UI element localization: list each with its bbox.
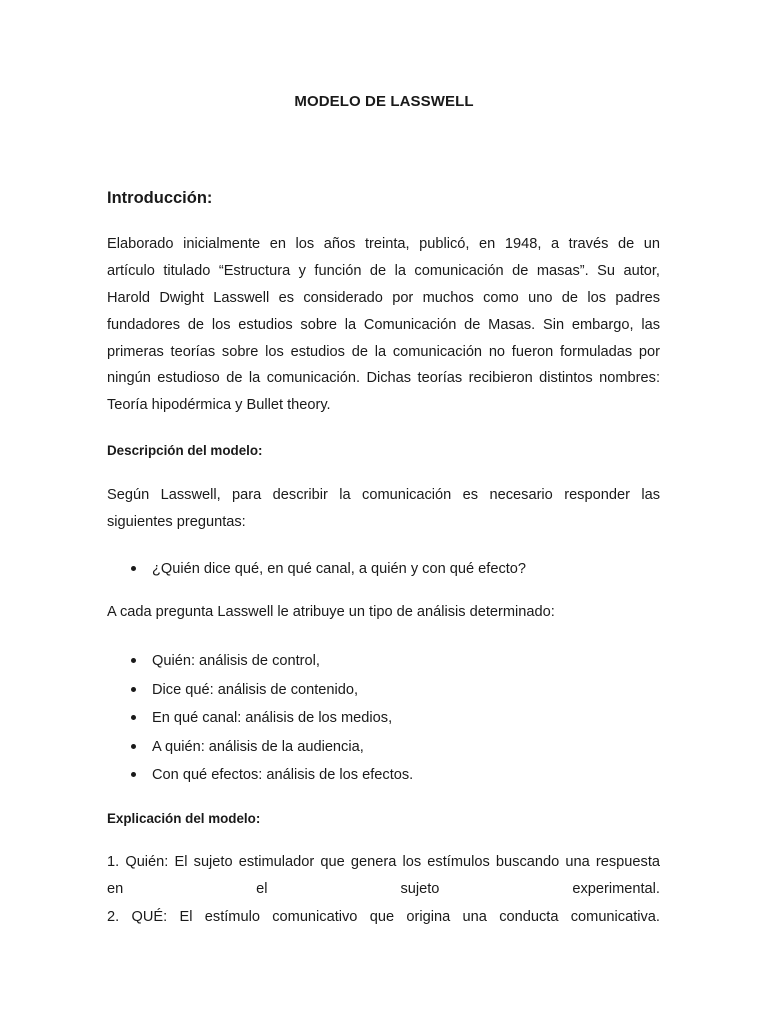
word: origina — [406, 909, 451, 925]
word: El — [179, 909, 193, 925]
word: estímulo — [204, 909, 260, 925]
intro-line: artículo titulado “Estructura y función de la comunicación de masas”. Su autor, — [107, 262, 660, 279]
intro-line: Elaborado inicialmente en los años treinta, publicó, en 1948, a través de un — [107, 236, 660, 252]
explanation-heading: Explicación del modelo: — [107, 811, 261, 826]
analysis-bullet: Quién: análisis de control, — [107, 651, 413, 680]
analysis-bullet: A quién: análisis de la audiencia, — [107, 737, 413, 766]
intro-line: ningún estudioso de la comunicación. Dichas teorías recibieron distintos nombres: — [107, 370, 660, 387]
explanation-line-3 — [107, 909, 660, 925]
intro-paragraph — [107, 231, 660, 419]
word: que — [369, 909, 395, 925]
intro-heading: Introducción: — [107, 189, 213, 207]
intro-line: Teoría hipodérmica y Bullet theory. — [107, 397, 331, 414]
word: una — [462, 909, 487, 925]
description-heading: Descripción del modelo: — [107, 443, 263, 458]
explanation-line: 1. Quién: El sujeto estimulador que genera los estímulos buscando una respuesta — [107, 854, 660, 870]
word: comunicativo — [272, 909, 358, 925]
word: comunicativa. — [570, 909, 660, 925]
analysis-bullet: Con qué efectos: análisis de los efectos. — [107, 765, 413, 794]
document-title: MODELO DE LASSWELL — [294, 93, 474, 110]
word: sujeto — [400, 881, 440, 897]
word: el — [256, 881, 268, 897]
intro-line: primeras teorías sobre los estudios de la comunicación no fueron formuladas por — [107, 343, 660, 360]
word: experimental. — [572, 881, 660, 897]
analysis-bullet: Dice qué: análisis de contenido, — [107, 680, 413, 709]
question-bullet: ¿Quién dice qué, en qué canal, a quién y con qué efecto? — [107, 559, 526, 588]
description-line: siguientes preguntas: — [107, 513, 246, 530]
word: 2. — [107, 909, 120, 925]
word: QUÉ: — [131, 909, 168, 925]
question-list — [107, 559, 526, 588]
analysis-bullet: En qué canal: análisis de los medios, — [107, 708, 413, 737]
word: conducta — [499, 909, 559, 925]
analysis-intro: A cada pregunta Lasswell le atribuye un tipo de análisis determinado: — [107, 604, 555, 620]
analysis-list — [107, 651, 413, 794]
explanation-line-2 — [107, 881, 660, 897]
intro-line: fundadores de los estudios sobre la Comunicación de Masas. Sin embargo, las — [107, 316, 660, 333]
explanation-line-1 — [107, 849, 660, 876]
description-paragraph — [107, 482, 660, 536]
intro-line: Harold Dwight Lasswell es considerado por muchos como uno de los padres — [107, 289, 660, 306]
word: en — [107, 881, 124, 897]
description-line: Según Lasswell, para describir la comunicación es necesario responder las — [107, 487, 660, 503]
